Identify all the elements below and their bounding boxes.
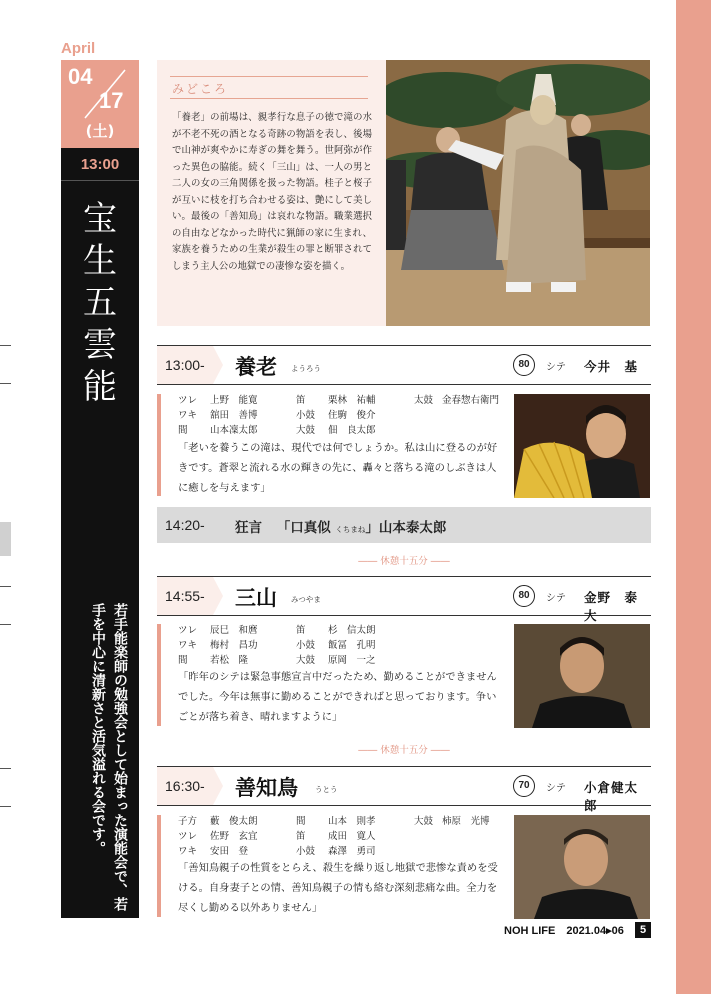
time-tab-arrow [213,346,223,384]
cast-role: 笛 [296,831,306,842]
cast-role: 笛 [296,625,306,636]
duration-badge: 80 [513,354,535,376]
lead-actor: 今井 基 [584,359,639,374]
time-tab-arrow [213,577,223,615]
event-description: 若手能楽師の勉強会として始まった演能会で、若手を中心に清新さと活気溢れる会です。 [90,603,128,911]
cast-name: 佐野 玄宜 [210,831,258,842]
cast-role: 小鼓 [296,640,316,651]
cast-name: 藪 俊太朗 [210,816,258,827]
stage-performance-photo [386,60,650,326]
accent-bar [157,394,161,496]
accent-bar [157,815,161,917]
performer-portrait [514,624,650,728]
program-title: 善知鳥 [235,775,298,800]
performer-quote: 「善知鳥親子の性質をとらえ、殺生を繰り返し地獄で悲惨な責めを受ける。自身妻子との情、善知鳥親子の情も絡む深刻悲痛な曲。全力を尽くし勤める以外ありません」 [178,862,498,914]
kyogen-ruby: くちまね [335,525,366,534]
date-day: 17 [99,88,124,113]
time-tab-arrow [213,767,223,805]
cast-role: 笛 [296,395,306,406]
program-time: 14:55- [165,588,205,604]
role-label: シテ [546,783,566,794]
date-weekday: (土) [85,122,115,140]
role-label: シテ [546,593,566,604]
kyogen-name-open: 「口真似 [276,520,331,536]
intermission-label: ―― 休憩十五分 ―― [358,556,450,567]
program-time-tab [157,767,213,805]
cast-role: ツレ [178,395,198,406]
cast-name: 金春惣右衛門 [442,395,500,406]
intermission-label: ―― 休憩十五分 ―― [358,745,450,756]
edge-tick [0,586,11,587]
divider [61,180,139,181]
program-header [157,576,651,623]
divider [170,76,368,77]
cast-role: 間 [178,425,188,436]
cast-name: 成田 寛人 [328,831,376,842]
edge-tick [0,383,11,384]
cast-name: 原岡 一之 [328,655,376,666]
cast-name: 上野 能寛 [210,395,258,406]
magazine-footer: NOH LIFE 2021.04▸06 [504,925,624,937]
program-time: 13:00- [165,357,205,373]
cast-name: 住駒 俊介 [328,410,376,421]
edge-index-tab [0,522,11,556]
month-label: April [61,40,96,57]
cast-role: ワキ [178,846,198,857]
program-ruby: みつやま [291,595,321,604]
cast-role: ツレ [178,625,198,636]
program-title: 三山 [235,585,277,610]
program-ruby: うとう [315,785,338,794]
accent-bar [157,624,161,726]
edge-tick [0,806,11,807]
cast-name: 安田 登 [210,846,249,857]
cast-role: 大鼓 [296,425,316,436]
cast-name: 山本 則孝 [328,816,376,827]
program-header [157,766,651,813]
event-sidebar [61,148,139,918]
event-title: 宝生五雲能 [83,199,117,407]
kyogen-label: 狂言 [235,520,262,536]
cast-role: 太鼓 [414,395,434,406]
cast-role: 間 [296,816,306,827]
highlights-box [157,60,386,326]
cast-role: ワキ [178,640,198,651]
performer-quote: 「昨年のシテは緊急事態宣言中だったため、勤めることができませんでした。今年は無事に勤めることができればと思っております。争いごとが落ち着き、晴れますように」 [178,671,497,723]
date-badge [61,60,139,148]
cast-role: 子方 [178,816,198,827]
cast-name: 辰巳 和麿 [210,625,258,636]
page-number: 5 [635,922,651,938]
cast-name: 舘田 善博 [210,410,258,421]
cast-name: 山本凜太郎 [210,425,258,436]
program-ruby: ようろう [291,364,321,373]
edge-tick [0,768,11,769]
divider [170,98,368,99]
highlights-text: 「養老」の前場は、親孝行な息子の徳で滝の水が不老不死の酒となる奇跡の物語を表し、後場で山神が爽やかに寿ぎの舞を舞う。世阿弥が作った異色の脇能。続く「三山」は、一人の男と二人の女の三角関係を扱った物語。桂子と桜子が互いに枝を打ち合わせる姿は、艶にして美しい。最後の「善知鳥」は哀れな物語。職業選択の自由などなかった時代に猟師の家に生まれ、家族を養うための生業が殺生の罪と断罪されてしまう主人公の地獄での凄惨な姿を描く。 [172,112,372,272]
program-title: 養老 [235,354,277,379]
event-start-time: 13:00 [80,156,120,173]
kyogen-actor: 山本泰太郎 [378,520,447,536]
cast-name: 飯冨 孔明 [328,640,376,651]
highlights-label: みどころ [172,82,229,96]
program-time-tab [157,577,213,615]
role-label: シテ [546,362,566,373]
side-decorative-band [676,0,711,994]
kyogen-name-close: 」 [365,520,379,536]
kyogen-time: 14:20- [165,517,205,533]
date-month: 04 [68,64,93,89]
kyogen-title [235,516,446,536]
kyogen-row [157,507,651,543]
duration-badge: 80 [513,585,535,607]
cast-name: 佃 良太郎 [328,425,376,436]
cast-role: 小鼓 [296,846,316,857]
cast-role: ワキ [178,410,198,421]
cast-role: 大鼓 [296,655,316,666]
cast-role: 間 [178,655,188,666]
edge-tick [0,345,11,346]
cast-name: 梅村 昌功 [210,640,258,651]
cast-name: 森澤 勇司 [328,846,376,857]
performer-portrait [514,815,650,919]
lead-actor: 金野 泰大 [584,590,639,623]
edge-tick [0,624,11,625]
cast-role: 小鼓 [296,410,316,421]
performer-portrait [514,394,650,498]
lead-actor: 小倉健太郎 [584,780,639,813]
performer-quote: 「老いを養うこの滝は、現代では何でしょうか。私は山に登るのが好きです。蒼翠と流れる水の輝きの先に、轟々と落ちる滝のしぶきは人に癒しを与えます」 [178,442,498,494]
cast-name: 柿原 光博 [442,816,490,827]
program-header [157,345,651,385]
program-time-tab [157,346,213,384]
cast-role: ツレ [178,831,198,842]
cast-name: 杉 信太朗 [328,625,376,636]
cast-name: 栗林 祐輔 [328,395,376,406]
program-time: 16:30- [165,778,205,794]
cast-role: 大鼓 [414,816,434,827]
cast-name: 若松 隆 [210,655,249,666]
duration-badge: 70 [513,775,535,797]
